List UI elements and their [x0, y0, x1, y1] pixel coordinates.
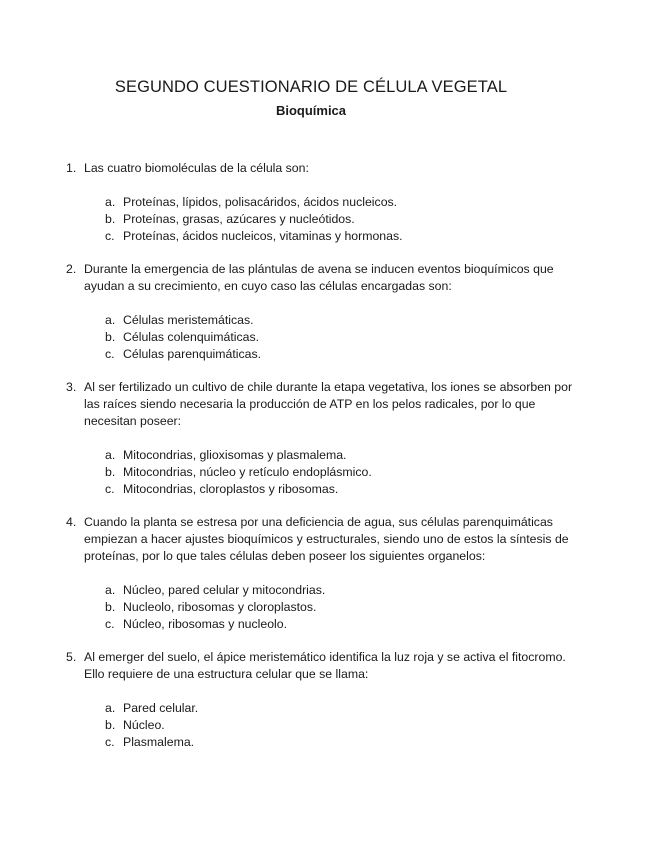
document-title: SEGUNDO CUESTIONARIO DE CÉLULA VEGETAL — [114, 78, 508, 96]
question-text: Cuando la planta se estresa por una deficiencia de agua, sus células parenquimáticas empiezan a hacer ajustes bioquímicos y estructurales, siendo uno de estos la síntesis de proteínas, por lo que tales células deben poseer los siguientes organelos: — [84, 515, 569, 563]
option-item — [105, 582, 586, 599]
question-number: 2. — [66, 262, 77, 276]
option-list — [84, 447, 586, 498]
question-item — [66, 379, 586, 498]
question-item — [66, 160, 586, 245]
option-item — [105, 312, 586, 329]
option-item — [105, 329, 586, 346]
option-text: Núcleo, ribosomas y nucleolo. — [123, 617, 288, 631]
option-letter: a. — [105, 583, 116, 597]
option-letter: b. — [105, 600, 116, 614]
question-number: 1. — [66, 161, 77, 175]
option-text: Nucleolo, ribosomas y cloroplastos. — [123, 600, 317, 614]
question-item — [66, 261, 586, 363]
option-item — [105, 447, 586, 464]
option-list — [84, 194, 586, 245]
option-item — [105, 616, 586, 633]
question-text: Las cuatro biomoléculas de la célula son: — [84, 161, 309, 175]
option-letter: a. — [105, 313, 116, 327]
option-item — [105, 346, 586, 363]
option-text: Mitocondrias, glioxisomas y plasmalema. — [123, 448, 347, 462]
option-text: Células meristemáticas. — [123, 313, 254, 327]
question-text: Durante la emergencia de las plántulas de avena se inducen eventos bioquímicos que ayudan a su crecimiento, en cuyo caso las células encargadas son: — [84, 262, 554, 293]
option-text: Núcleo. — [123, 718, 165, 732]
question-number: 3. — [66, 380, 77, 394]
option-text: Pared celular. — [123, 701, 199, 715]
option-item — [105, 717, 586, 734]
option-item — [105, 481, 586, 498]
option-item — [105, 464, 586, 481]
option-list — [84, 312, 586, 363]
option-letter: c. — [105, 347, 115, 361]
option-item — [105, 700, 586, 717]
question-text: Al emerger del suelo, el ápice meristemático identifica la luz roja y se activa el fitocromo. Ello requiere de una estructura celular que se llama: — [84, 650, 566, 681]
option-text: Plasmalema. — [123, 735, 195, 749]
option-text: Mitocondrias, cloroplastos y ribosomas. — [123, 482, 339, 496]
question-item — [66, 514, 586, 633]
option-item — [105, 194, 586, 211]
option-letter: b. — [105, 330, 116, 344]
option-text: Proteínas, ácidos nucleicos, vitaminas y hormonas. — [123, 229, 403, 243]
option-list — [84, 582, 586, 633]
question-item — [66, 649, 586, 751]
question-number: 5. — [66, 650, 77, 664]
option-item — [105, 734, 586, 751]
option-letter: b. — [105, 465, 116, 479]
option-item — [105, 211, 586, 228]
option-letter: c. — [105, 617, 115, 631]
option-letter: c. — [105, 735, 115, 749]
option-text: Mitocondrias, núcleo y retículo endoplásmico. — [123, 465, 372, 479]
option-letter: a. — [105, 195, 116, 209]
option-item — [105, 228, 586, 245]
option-letter: b. — [105, 718, 116, 732]
option-list — [84, 700, 586, 751]
option-text: Células parenquimáticas. — [123, 347, 262, 361]
option-letter: a. — [105, 701, 116, 715]
document-subtitle: Bioquímica — [275, 103, 347, 118]
option-text: Núcleo, pared celular y mitocondrias. — [123, 583, 326, 597]
option-text: Células colenquimáticas. — [123, 330, 260, 344]
option-item — [105, 599, 586, 616]
option-letter: a. — [105, 448, 116, 462]
question-text: Al ser fertilizado un cultivo de chile durante la etapa vegetativa, los iones se absorben por las raíces siendo necesaria la producción de ATP en los pelos radicales, por lo que necesitan poseer: — [84, 380, 573, 428]
option-text: Proteínas, lípidos, polisacáridos, ácidos nucleicos. — [123, 195, 398, 209]
option-letter: c. — [105, 482, 115, 496]
option-letter: c. — [105, 229, 115, 243]
option-text: Proteínas, grasas, azúcares y nucleótidos. — [123, 212, 355, 226]
question-number: 4. — [66, 515, 77, 529]
option-letter: b. — [105, 212, 116, 226]
question-list — [66, 160, 586, 767]
